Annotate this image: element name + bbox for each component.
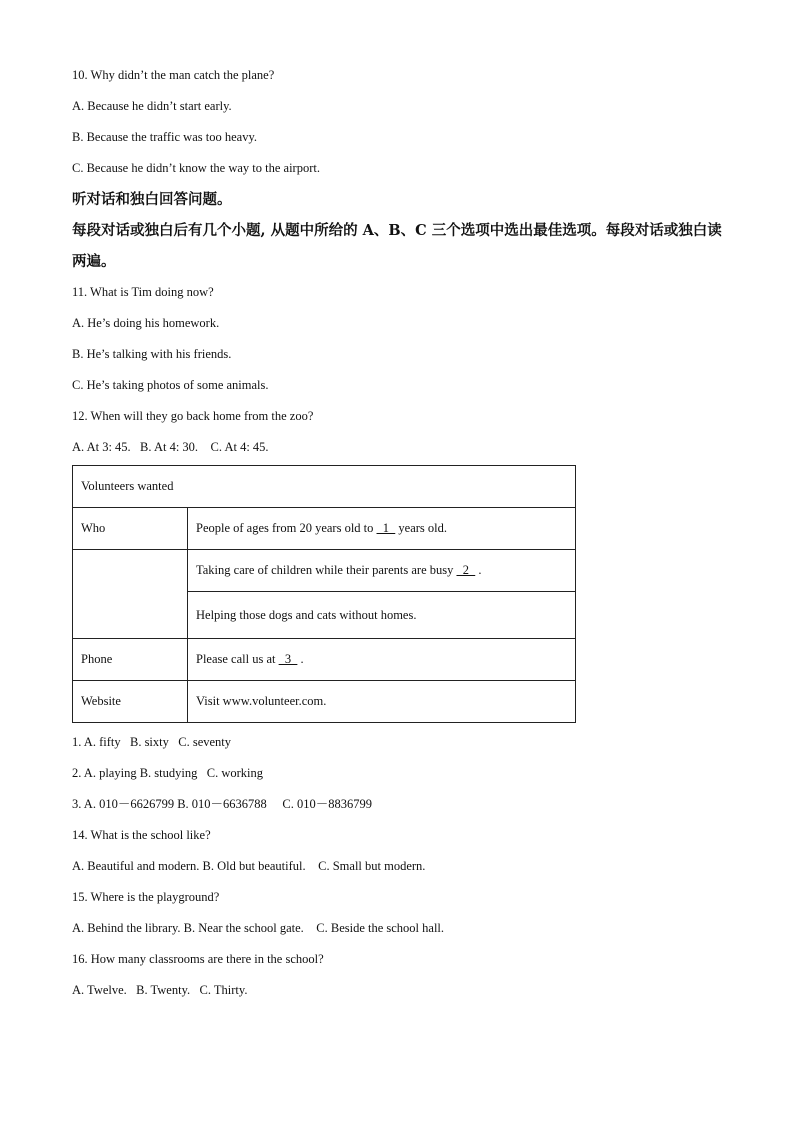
exam-page bbox=[72, 60, 732, 1006]
q12-options: A. At 3: 45. B. At 4: 30. C. At 4: 45. bbox=[72, 440, 269, 454]
answer-blank: 2 bbox=[456, 563, 476, 577]
table-row bbox=[73, 550, 576, 592]
row-content: People of ages from 20 years old to 1 years old. bbox=[188, 508, 576, 550]
table-row bbox=[73, 681, 576, 723]
answer-blank: 1 bbox=[376, 521, 396, 535]
q11-option-b: B. He’s talking with his friends. bbox=[72, 347, 232, 361]
row-label: Website bbox=[73, 681, 188, 723]
table-row bbox=[73, 508, 576, 550]
row-label bbox=[73, 550, 188, 639]
q16-question: 16. How many classrooms are there in the school? bbox=[72, 952, 324, 966]
row-content: Helping those dogs and cats without homes. bbox=[188, 592, 576, 639]
q14-question: 14. What is the school like? bbox=[72, 828, 211, 842]
q12-question: 12. When will they go back home from the zoo? bbox=[72, 409, 314, 423]
q11-question: 11. What is Tim doing now? bbox=[72, 285, 214, 299]
q10-option-c: C. Because he didn’t know the way to the airport. bbox=[72, 161, 320, 175]
q11-option-c: C. He’s taking photos of some animals. bbox=[72, 378, 269, 392]
blank3-options: 3. A. 010－6626799 B. 010－6636788 C. 010－8836799 bbox=[72, 797, 373, 811]
table-row bbox=[73, 639, 576, 681]
row-content: Visit www.volunteer.com. bbox=[188, 681, 576, 723]
q14-options: A. Beautiful and modern. B. Old but beautiful. C. Small but modern. bbox=[72, 859, 426, 873]
q10-question: 10. Why didn’t the man catch the plane? bbox=[72, 68, 275, 82]
q11-option-a: A. He’s doing his homework. bbox=[72, 316, 220, 330]
q16-options: A. Twelve. B. Twenty. C. Thirty. bbox=[72, 983, 248, 997]
table-title: Volunteers wanted bbox=[73, 466, 576, 508]
answer-blank: 3 bbox=[278, 652, 298, 666]
row-content: Please call us at 3 . bbox=[188, 639, 576, 681]
q10-option-b: B. Because the traffic was too heavy. bbox=[72, 130, 258, 144]
row-label: Phone bbox=[73, 639, 188, 681]
q15-options: A. Behind the library. B. Near the school gate. C. Beside the school hall. bbox=[72, 921, 445, 935]
blank2-options: 2. A. playing B. studying C. working bbox=[72, 766, 263, 780]
q10-option-a: A. Because he didn’t start early. bbox=[72, 99, 232, 113]
row-label: Who bbox=[73, 508, 188, 550]
row-content: Taking care of children while their parents are busy 2 . bbox=[188, 550, 576, 592]
blank1-options: 1. A. fifty B. sixty C. seventy bbox=[72, 735, 232, 749]
section-instructions: 每段对话或独白后有几个小题, 从题中所给的 A、B、C 三个选项中选出最佳选项。每段对话或独白读两遍。 bbox=[72, 222, 722, 270]
section-title: 听对话和独白回答问题。 bbox=[72, 191, 232, 208]
q15-question: 15. Where is the playground? bbox=[72, 890, 220, 904]
volunteers-table bbox=[72, 465, 576, 723]
